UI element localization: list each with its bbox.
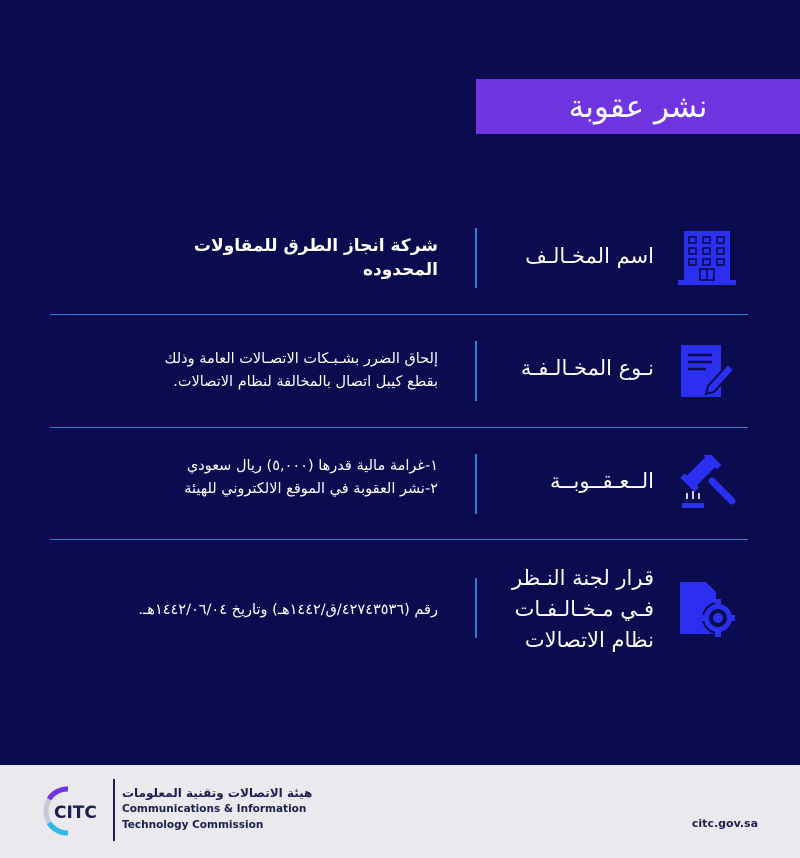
penalty-label: الــعـقــوبــة — [549, 469, 654, 493]
penalty-value: ١-غرامة مالية قدرها (٥,٠٠٠) ريال سعودي ٢-نشر العقوبة في الموقع الالكتروني للهيئة — [184, 458, 438, 497]
organization-name-arabic: هيئة الاتصالات وتقنية المعلومات — [122, 786, 313, 800]
gavel-icon — [678, 455, 736, 513]
violator-name-value: شركة انجاز الطرق للمقاولات المحدوده — [193, 236, 438, 280]
footer — [0, 765, 800, 858]
row-divider — [50, 314, 748, 315]
organization-name — [122, 785, 312, 833]
document-pen-icon — [678, 342, 736, 400]
violation-type-value: إلحاق الضرر بشـبـكات الاتصـالات العامة وذلك بقطع كيبل اتصال بالمخالفة لنظام الاتصالات. — [164, 351, 438, 390]
row-divider — [50, 539, 748, 540]
website-link[interactable]: citc.gov.sa — [691, 817, 758, 830]
row-separator — [475, 341, 477, 401]
committee-decision-label: قرار لجنة النـظر فـي مـخـالـفـات نظام الاتصالات — [511, 566, 654, 652]
citc-logo-text: CITC — [54, 803, 97, 823]
violator-name-label: اسم المخـالـف — [525, 244, 654, 268]
organization-name-english-line2: Technology Commission — [122, 819, 264, 831]
page-title-banner — [476, 79, 800, 134]
row-separator — [475, 228, 477, 288]
row-separator — [475, 454, 477, 514]
row-separator — [475, 578, 477, 638]
logo-separator — [113, 779, 115, 841]
citc-logo — [40, 783, 110, 839]
committee-decision-value: رقم (٤٢٧٤٣٥٣٦/ق/١٤٤٢هـ) وتاريخ ١٤٤٢/٠٦/٠٤هـ. — [138, 602, 438, 618]
page-title: نشر عقوبة — [568, 88, 708, 125]
document-gear-icon — [678, 580, 736, 638]
row-divider — [50, 427, 748, 428]
building-icon — [678, 228, 736, 286]
organization-name-english-line1: Communications & Information — [122, 803, 307, 815]
violation-type-label: نـوع المخـالـفـة — [520, 356, 654, 380]
